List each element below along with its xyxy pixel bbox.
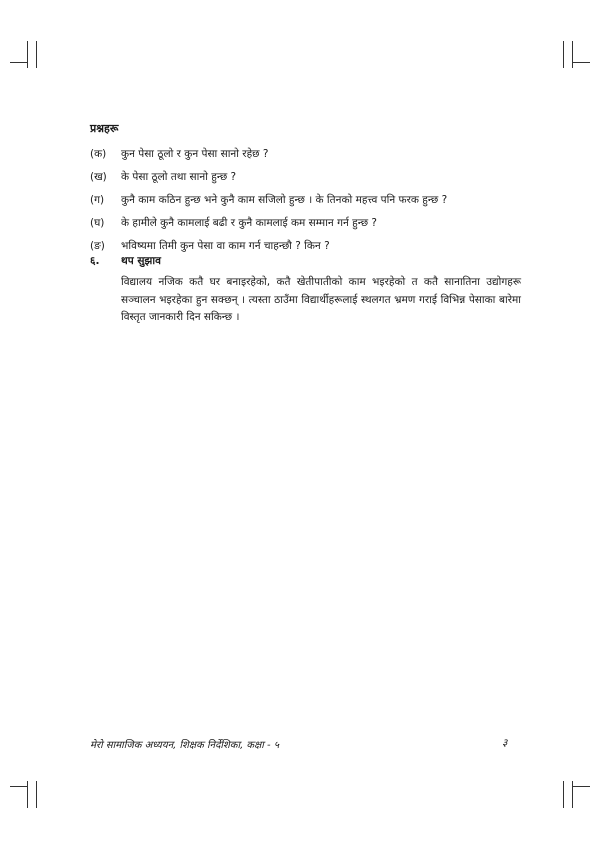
- question-list: [90, 147, 520, 262]
- crop-mark: [573, 786, 590, 787]
- crop-mark: [36, 41, 37, 68]
- question-item: [90, 170, 520, 193]
- question-label: (घ): [90, 217, 105, 229]
- questions-heading: प्रश्नहरू: [90, 122, 119, 135]
- crop-mark: [27, 41, 28, 68]
- page-number: ३: [502, 737, 508, 749]
- question-text: कुनै काम कठिन हुन्छ भने कुनै काम सजिलो हुन्छ । के तिनको महत्त्व पनि फरक हुन्छ ?: [121, 194, 448, 206]
- question-text: के हामीले कुनै कामलाई बढी र कुनै कामलाई कम सम्मान गर्न हुन्छ ?: [121, 217, 378, 229]
- crop-mark: [573, 62, 590, 63]
- section-number: ६.: [90, 255, 100, 267]
- crop-mark: [36, 781, 37, 808]
- crop-mark: [10, 786, 27, 787]
- question-label: (ङ): [90, 240, 105, 252]
- crop-mark: [27, 781, 28, 808]
- section-title: थप सुझाव: [121, 255, 161, 267]
- crop-mark: [563, 41, 564, 68]
- crop-mark: [572, 41, 573, 68]
- section-paragraph: विद्यालय नजिक कतै घर बनाइरहेको, कतै खेतीपातीको काम भइरहेको त कतै सानातिना उद्योगहरू सञ्चालन भइरहेका हुन सक्छन् । त्यस्ता ठाउँमा विद्यार्थीहरूलाई स्थलगत भ्रमण गराई विभिन्न पेसाका बारेमा विस्तृत जानकारी दिन सकिन्छ ।: [121, 276, 521, 323]
- question-label: (ख): [90, 171, 107, 183]
- question-text: भविष्यमा तिमी कुन पेसा वा काम गर्न चाहन्छौ ? किन ?: [121, 240, 330, 252]
- question-item: [90, 147, 520, 170]
- question-item: [90, 216, 520, 239]
- question-label: (क): [90, 148, 107, 160]
- crop-mark: [10, 62, 27, 63]
- crop-mark: [563, 781, 564, 808]
- question-text: के पेसा ठूलो तथा सानो हुन्छ ?: [121, 171, 237, 183]
- footer-book-title: मेरो सामाजिक अध्ययन, शिक्षक निर्देशिका, कक्षा - ५: [90, 740, 280, 751]
- section-heading: [90, 254, 161, 268]
- question-item: [90, 193, 520, 216]
- question-text: कुन पेसा ठूलो र कुन पेसा सानो रहेछ ?: [121, 148, 269, 160]
- question-label: (ग): [90, 194, 105, 206]
